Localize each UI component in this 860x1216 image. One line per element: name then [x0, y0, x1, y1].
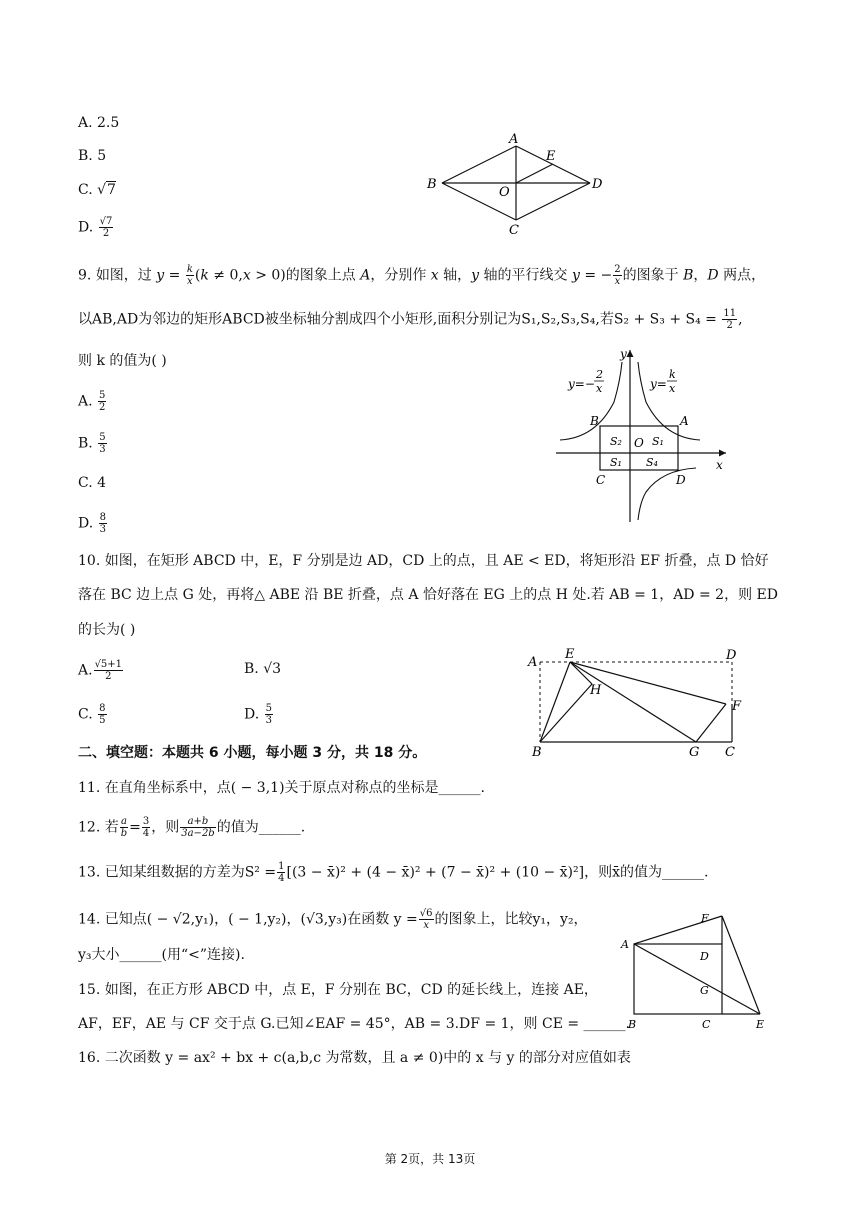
q9-line2: 以AB,AD为邻边的矩形ABCD被坐标轴分割成四个小矩形,面积分别记为S₁,S₂,S₃,S₄,若S₂ + S₃ + S₄ = $\frac{11}{2}$ ,: [78, 308, 743, 331]
fig10-label-f: F: [732, 699, 742, 714]
q10-option-d: D. $\frac{5}{3}$: [244, 703, 273, 726]
svg-text:k: k: [669, 368, 676, 381]
q9-line3: 则 k 的值为( ): [78, 353, 167, 369]
fig10-label-h: H: [590, 683, 602, 698]
q8-option-d: D. $\frac{√7}{2}$: [78, 216, 113, 239]
figure-hyperbola-rectangle: [556, 342, 736, 524]
fig9-label-o: O: [634, 436, 644, 450]
fig15-label-b: B: [628, 1018, 637, 1031]
q8-option-b: B. 5: [78, 148, 107, 164]
fig10-label-d: D: [726, 648, 737, 663]
q15-line1: 15. 如图，在正方形 ABCD 中，点 E，F 分别在 BC，CD 的延长线上，连接 AE，: [78, 982, 598, 998]
figure-square: [618, 910, 776, 1034]
svg-text:2: 2: [596, 368, 603, 381]
fig15-label-c: C: [702, 1018, 711, 1031]
page-footer: 第 2页，共 13页: [384, 1152, 476, 1166]
fig10-label-b: B: [532, 745, 542, 760]
q8-option-a: A. 2.5: [78, 115, 120, 131]
fig9-label-d: D: [676, 473, 686, 487]
fig15-label-d: D: [700, 950, 709, 963]
svg-text:x: x: [669, 382, 676, 395]
fig8-label-d: D: [592, 177, 603, 192]
q14-line2: y₃大小______(用“<”连接).: [78, 947, 245, 963]
q9-option-b: B. $\frac{5}{3}$: [78, 432, 106, 455]
fig8-label-c: C: [509, 223, 519, 238]
fig9-left-func-label: y=−: [568, 377, 595, 391]
q16: 16. 二次函数 y = ax² + bx + c(a,b,c 为常数，且 a ≠ 0)中的 x 与 y 的部分对应值如表: [78, 1050, 631, 1066]
fig9-label-s3: S₁: [610, 456, 622, 469]
fig15-label-e: E: [756, 1018, 765, 1031]
fig9-label-c: C: [596, 473, 606, 487]
fig15-label-g: G: [700, 984, 709, 997]
q10-option-b: B. √3: [244, 661, 282, 677]
svg-text:x: x: [596, 382, 603, 395]
q9-option-d: D. $\frac{8}{3}$: [78, 512, 107, 535]
fig8-label-e: E: [546, 149, 556, 164]
fig9-label-b: B: [590, 414, 599, 428]
q10-option-a: A. $\frac{√5+1}{2}$: [78, 659, 123, 682]
q10-line3: 的长为( ): [78, 622, 136, 638]
fig9-label-s4: S₄: [646, 456, 658, 469]
q10-line2: 落在 BC 边上点 G 处，再将△ ABE 沿 BE 折叠，点 A 恰好落在 EG 上的点 H 处.若 AB = 1，AD = 2，则 ED: [78, 587, 778, 603]
fig8-label-a: A: [509, 132, 519, 147]
fig9-label-s1: S₁: [652, 435, 664, 448]
q9-line1: 9. 如图，过 y = $\frac{k}{x}$ (k ≠ 0,x > 0)的图象上点 A，分别作 x 轴，y 轴的平行线交 y = − $\frac{2}{x}$ 的图象于 B，D 两点，: [78, 264, 766, 287]
fig10-label-c: C: [725, 745, 735, 760]
fig10-label-g: G: [689, 745, 700, 760]
fig15-label-f: F: [701, 912, 709, 925]
figure-rhombus: [420, 128, 610, 238]
fig9-right-func-label: y=: [650, 377, 667, 391]
fig8-label-b: B: [427, 177, 437, 192]
figure-folded-rectangle: [522, 646, 752, 762]
q9-option-c: C. 4: [78, 475, 107, 491]
fig10-label-e: E: [565, 647, 575, 662]
fig8-label-o: O: [499, 185, 510, 200]
q13: 13. 已知某组数据的方差为S² = $\frac{1}{4}$ [(3 − x̄)² + (4 − x̄)² + (7 − x̄)² + (10 − x̄)²]，则x̄的值为______.: [78, 861, 709, 884]
fig9-label-a: A: [680, 414, 689, 428]
q9-option-a: A. $\frac{5}{2}$: [78, 390, 106, 413]
q10-line1: 10. 如图，在矩形 ABCD 中，E，F 分别是边 AD，CD 上的点，且 AE < ED，将矩形沿 EF 折叠，点 D 恰好: [78, 553, 769, 569]
q15-line2: AF，EF，AE 与 CF 交于点 G.已知∠EAF = 45°，AB = 3.DF = 1，则 CE = ______.: [78, 1016, 630, 1032]
fig9-label-s2: S₂: [610, 435, 622, 448]
q10-option-c: C. $\frac{8}{5}$: [78, 703, 106, 726]
q11: 11. 在直角坐标系中，点( − 3,1)关于原点对称点的坐标是______.: [78, 780, 485, 796]
section-heading: 二、填空题：本题共 6 小题，每小题 3 分，共 18 分。: [78, 745, 427, 761]
q8-option-c: C. √7: [78, 182, 116, 198]
q12: 12. 若 $\frac{a}{b}$ = $\frac{3}{4}$ ，则 $\frac{a+b}{3a-2b}$ 的值为______.: [78, 816, 306, 839]
q14-line1: 14. 已知点( − √2,y₁)，( − 1,y₂)，(√3,y₃)在函数 y = $\frac{√6}{x}$ 的图象上，比较y₁，y₂，: [78, 908, 588, 931]
fig9-y-label: y: [620, 347, 627, 361]
fig10-label-a: A: [528, 655, 538, 670]
fig15-label-a: A: [621, 938, 629, 951]
fig9-x-label: x: [716, 458, 723, 472]
